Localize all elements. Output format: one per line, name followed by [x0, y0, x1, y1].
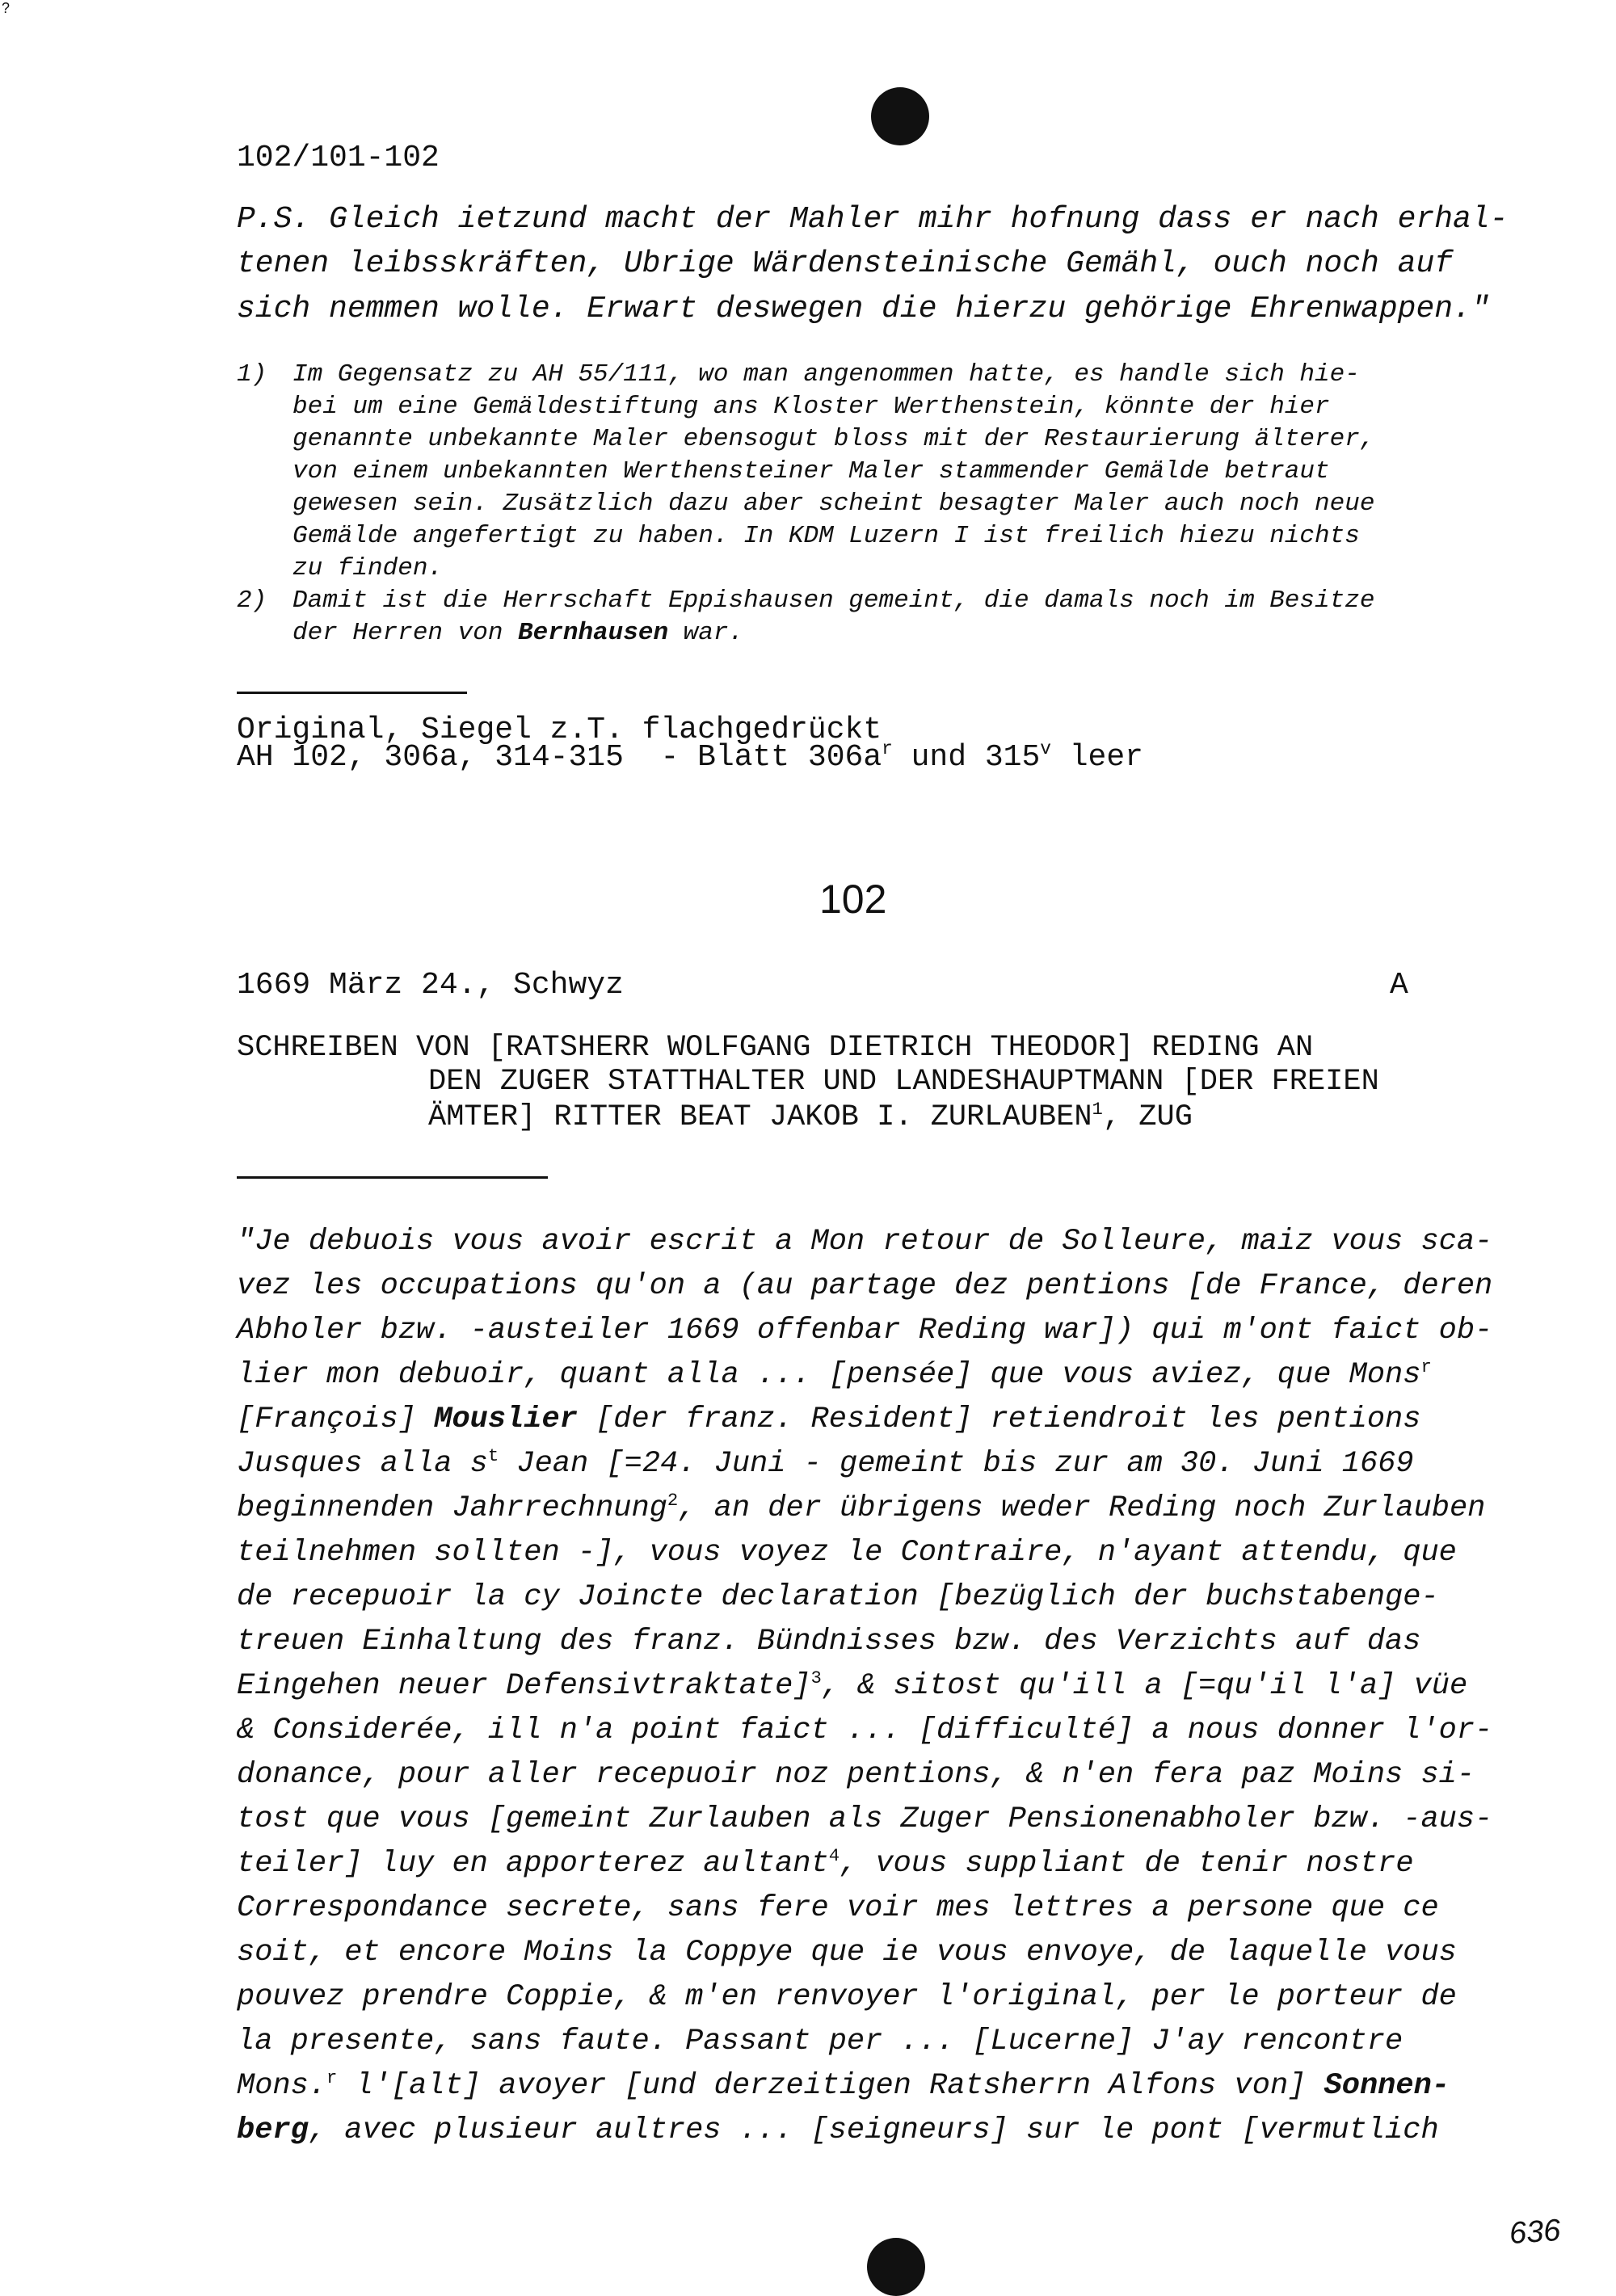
- footnote-line: bei um eine Gemäldestiftung ans Kloster Werthenstein, könnte der hier: [292, 393, 1330, 421]
- footnote-line: zu finden.: [292, 554, 444, 582]
- punch-hole-top-icon: [871, 87, 929, 145]
- body-line: Mons.$^r$ l'[alt] avoyer [und derzeitigen Ratsherrn Alfons von] Sonnen-: [237, 2067, 1450, 2103]
- footnote-line: Gemälde angefertigt zu haben. In KDM Luzern I ist freilich hiezu nichts: [292, 522, 1360, 550]
- footnote-line: Damit ist die Herrschaft Eppishausen gemeint, die damals noch im Besitze: [292, 587, 1375, 615]
- body-line: de recepuoir la cy Joincte declaration [bezüglich der buchstabenge-: [237, 1580, 1439, 1614]
- title-line: ÄMTER] RITTER BEAT JAKOB I. ZURLAUBEN$^1$, ZUG: [428, 1099, 1193, 1134]
- source-line: AH 102, 306a, 314-315 - Blatt $306a^r$ und 315$^v$ leer: [237, 738, 1143, 775]
- body-line: soit, et encore Moins la Coppye que ie vous envoye, de laquelle vous: [237, 1936, 1457, 1970]
- body-line: lier mon debuoir, quant alla ... [pensée] que vous aviez, que Mons$^r$: [237, 1356, 1432, 1392]
- footnote-line: Im Gegensatz zu AH 55/111, wo man angenommen hatte, es handle sich hie-: [292, 360, 1360, 389]
- body-line: pouvez prendre Coppie, & m'en renvoyer l'original, per le porteur de: [237, 1980, 1457, 2014]
- ps-line: tenen leibsskräften, Ubrige Wärdensteinische Gemähl, ouch noch auf: [237, 246, 1454, 281]
- handwritten-page-number: 636: [1508, 2213, 1562, 2252]
- footnote-number: 1): [237, 360, 267, 389]
- body-line: Correspondance secrete, sans fere voir mes lettres a persone que ce: [237, 1891, 1439, 1925]
- footnote-line: von einem unbekannten Werthensteiner Maler stammender Gemälde betraut: [292, 457, 1330, 486]
- letter-code: A: [1390, 968, 1408, 1003]
- date-place: 1669 März 24., Schwyz: [237, 968, 624, 1003]
- body-line: donance, pour aller recepuoir noz pentions, & n'en fera paz Moins si-: [237, 1758, 1475, 1792]
- body-line: teilnehmen sollten -], vous voyez le Contraire, n'ayant attendu, que: [237, 1536, 1457, 1570]
- separator-rule: [237, 1176, 548, 1179]
- punch-hole-bottom-icon: [867, 2238, 925, 2296]
- footnote-line: gewesen sein. Zusätzlich dazu aber scheint besagter Maler auch noch neue: [292, 490, 1375, 518]
- document-number: 102: [819, 877, 887, 922]
- footnote-line: genannte unbekannte Maler ebensogut bloss mit der Restaurierung älterer,: [292, 425, 1375, 453]
- source-line: Original, Siegel z.T. flachgedrückt: [237, 713, 882, 747]
- body-line: vez les occupations qu'on a (au partage dez pentions [de France, deren: [237, 1269, 1493, 1303]
- footnote-number: 2): [237, 587, 267, 615]
- separator-rule: [237, 692, 467, 694]
- body-line: la presente, sans faute. Passant per ... [Lucerne] J'ay rencontre: [237, 2025, 1403, 2058]
- body-line: [François] Mouslier [der franz. Resident] retiendroit les pentions: [237, 1402, 1421, 1436]
- footnote-line: der Herren von Bernhausen war.: [292, 619, 744, 647]
- title-line: SCHREIBEN VON [RATSHERR WOLFGANG DIETRICH THEODOR] REDING AN: [237, 1031, 1314, 1065]
- body-line: berg, avec plusieur aultres ... [seigneurs] sur le pont [vermutlich: [237, 2113, 1439, 2147]
- body-line: beginnenden Jahrrechnung$^2$, an der übrigens weder Reding noch Zurlauben: [237, 1490, 1486, 1525]
- ps-line: sich nemmen wolle. Erwart deswegen die hierzu gehörige Ehrenwappen.": [237, 292, 1490, 326]
- body-line: Eingehen neuer Defensivtraktate]$^3$, & sitost qu'ill a [=qu'il l'a] vüe: [237, 1667, 1468, 1703]
- body-line: & Considerée, ill n'a point faict ... [difficulté] a nous donner l'or-: [237, 1714, 1493, 1747]
- body-line: "Je debuois vous avoir escrit a Mon retour de Solleure, maiz vous sca-: [237, 1225, 1493, 1259]
- body-line: Jusques alla $s^t$ Jean [=24. Juni - gemeint bis zur am 30. Juni 1669: [237, 1445, 1414, 1481]
- body-line: Abholer bzw. -austeiler 1669 offenbar Reding war]) qui m'ont faict ob-: [237, 1314, 1493, 1348]
- body-line: treuen Einhaltung des franz. Bündnisses bzw. des Verzichts auf das: [237, 1625, 1421, 1659]
- corner-mark: ?: [2, 0, 11, 16]
- body-line: teiler] luy en apporterez aultant$^4$, vous suppliant de tenir nostre: [237, 1845, 1414, 1881]
- title-line: DEN ZUGER STATTHALTER UND LANDESHAUPTMANN [DER FREIEN: [428, 1065, 1379, 1099]
- page-reference: 102/101-102: [237, 141, 440, 175]
- ps-line: P.S. Gleich ietzund macht der Mahler mihr hofnung dass er nach erhal-: [237, 202, 1509, 237]
- body-line: tost que vous [gemeint Zurlauben als Zuger Pensionenabholer bzw. -aus-: [237, 1802, 1493, 1836]
